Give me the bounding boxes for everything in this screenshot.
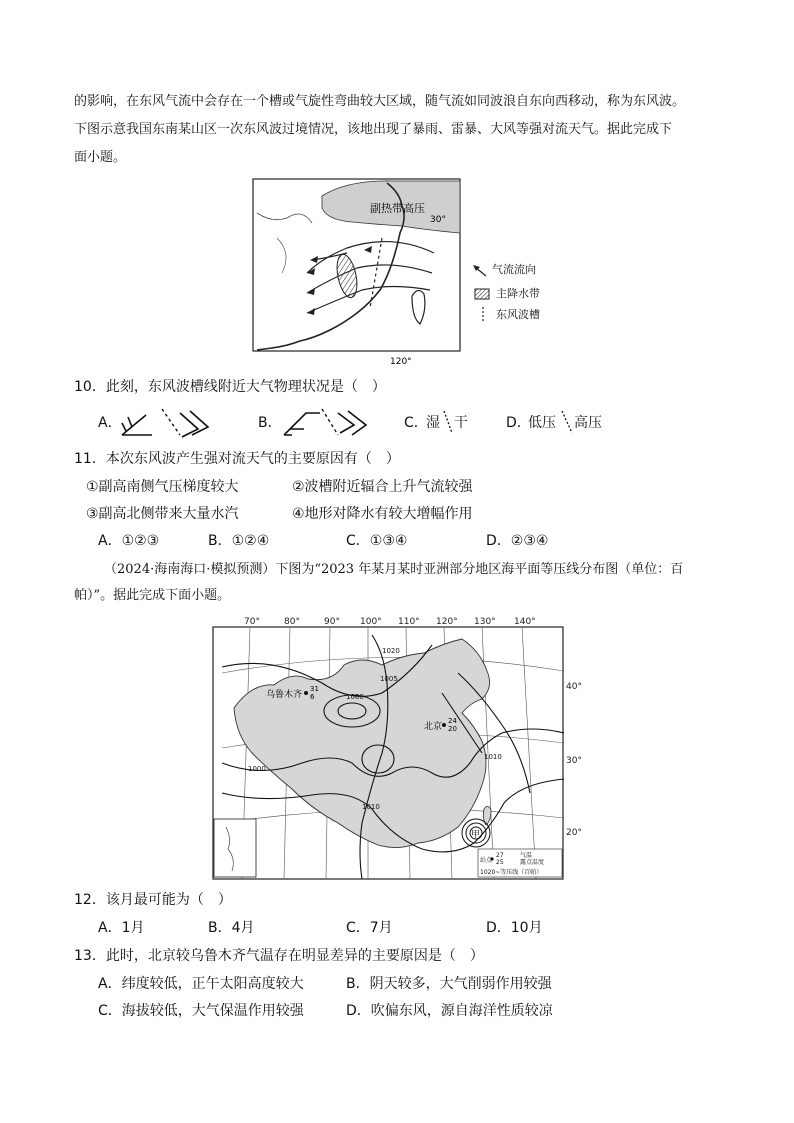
city-beijing: 北京 (424, 722, 443, 732)
q11-statement-4: ④地形对降水有较大增幅作用 (292, 506, 473, 522)
q13-stem: 13．此时，北京较乌鲁木齐气温存在明显差异的主要原因是（ ） (74, 948, 484, 964)
isobar-label-5: 1000 (248, 765, 266, 773)
legend-isobar: 1020~等压线（百帕） (480, 869, 543, 876)
lat-label-40: 40° (566, 682, 582, 692)
intro-line-2: 下图示意我国东南某山区一次东风波过境情况，该地出现了暴雨、雷暴、大风等强对流天气。据此完成下 (74, 122, 673, 137)
legend-t2: 25 (496, 859, 504, 866)
beijing-dew: 20 (448, 725, 457, 733)
legend-flow-icon (472, 264, 488, 278)
isobar-label-1: 1000 (346, 693, 364, 701)
lon-label-130: 130° (474, 617, 496, 627)
lat-label-30: 30° (566, 756, 582, 766)
legend-dew: 露点温度 (520, 859, 545, 866)
beijing-temp: 24 (448, 717, 457, 725)
lat-label-20: 20° (566, 828, 582, 838)
legend-station: 站点 (480, 857, 493, 864)
legend-rain-icon (474, 288, 490, 300)
q13-option-b[interactable]: B．阴天较多，大气削弱作用较强 (346, 976, 552, 992)
q12-stem: 12．该月最可能为（ ） (74, 892, 232, 908)
q11-statement-1: ①副高南侧气压梯度较大 (86, 479, 239, 495)
intro-line-1: 的影响，在东风气流中会存在一个槽或气旋性弯曲较大区域，随气流如同波浪自东向西移动，称为东风波。 (74, 94, 686, 109)
intro2-line-2: 帕）”。据此完成下面小题。 (74, 588, 231, 603)
q13-option-d[interactable]: D．吹偏东风，源自海洋性质较凉 (346, 1003, 553, 1019)
lon-label-80: 80° (284, 617, 300, 627)
isobar-label-6: 1010 (362, 803, 380, 811)
q12-option-b[interactable]: B．4月 (208, 920, 255, 936)
q10-option-b-wind-icon (280, 405, 376, 439)
isobar-label-4: 1020 (382, 647, 400, 655)
lon-label-70: 70° (244, 617, 260, 627)
intro2-line-1: （2024·海南海口·模拟预测）下图为“2023 年某月某时亚洲部分地区海平面等压线分布图（单位：百 (104, 562, 684, 577)
q10-option-d-label: D． (506, 415, 531, 431)
city-urumqi: 乌鲁木齐 (266, 690, 303, 700)
isobar-map (212, 613, 584, 881)
urumqi-temp: 31 (310, 685, 319, 693)
east-wave-map (252, 178, 462, 367)
q10-option-c-left: 湿 (426, 415, 440, 431)
q12-option-a[interactable]: A．1月 (98, 920, 145, 936)
q11-option-b[interactable]: B．①②④ (208, 533, 270, 549)
legend-trough-label: 东风波槽 (496, 308, 540, 321)
legend-rain-label: 主降水带 (496, 287, 540, 300)
intro-line-3: 面小题。 (74, 150, 127, 165)
lon-label-120: 120° (390, 357, 412, 367)
q12-option-c[interactable]: C．7月 (346, 920, 393, 936)
q12-option-d[interactable]: D．10月 (486, 920, 543, 936)
q11-stem: 11．本次东风波产生强对流天气的主要原因有（ ） (74, 451, 400, 467)
typhoon-jia-label: 甲 (471, 830, 481, 840)
q10-option-a-wind-icon (118, 405, 218, 439)
q10-option-c-trough-icon (442, 409, 454, 435)
isobar-label-3: 1010 (484, 753, 502, 761)
legend-temp: 气温 (520, 852, 533, 859)
lat-label-30: 30° (430, 215, 446, 225)
q11-statement-2: ②波槽附近辐合上升气流较强 (292, 479, 473, 495)
lon-label-120: 120° (436, 617, 458, 627)
lon-label-110: 110° (398, 617, 420, 627)
lon-label-140: 140° (514, 617, 536, 627)
q13-option-c[interactable]: C．海拔较低，大气保温作用较强 (98, 1003, 304, 1019)
isobar-label-2: 1005 (380, 675, 398, 683)
lon-label-100: 100° (360, 617, 382, 627)
q13-option-a[interactable]: A．纬度较低，正午太阳高度较大 (98, 976, 304, 992)
legend-trough-icon (480, 306, 486, 322)
q10-option-a-label: A． (98, 415, 122, 431)
lon-label-90: 90° (324, 617, 340, 627)
q10-option-d-right: 高压 (574, 415, 602, 431)
q10-option-d-left: 低压 (528, 415, 556, 431)
q11-option-d[interactable]: D．②③④ (486, 533, 549, 549)
q11-option-c[interactable]: C．①③④ (346, 533, 408, 549)
q10-option-c-label: C． (404, 415, 428, 431)
legend-flow-label: 气流流向 (492, 263, 536, 276)
q11-option-a[interactable]: A．①②③ (98, 533, 160, 549)
legend-t1: 27 (496, 852, 504, 859)
q11-statement-3: ③副高北侧带来大量水汽 (86, 506, 239, 522)
urumqi-dew: 6 (310, 693, 315, 701)
q10-option-d-trough-icon (560, 409, 574, 435)
q10-option-c-right: 干 (454, 415, 468, 431)
subtropical-high-label: 副热带高压 (370, 202, 425, 215)
q10-stem: 10．此刻，东风波槽线附近大气物理状况是（ ） (74, 379, 386, 395)
q10-option-b-label: B． (258, 415, 282, 431)
